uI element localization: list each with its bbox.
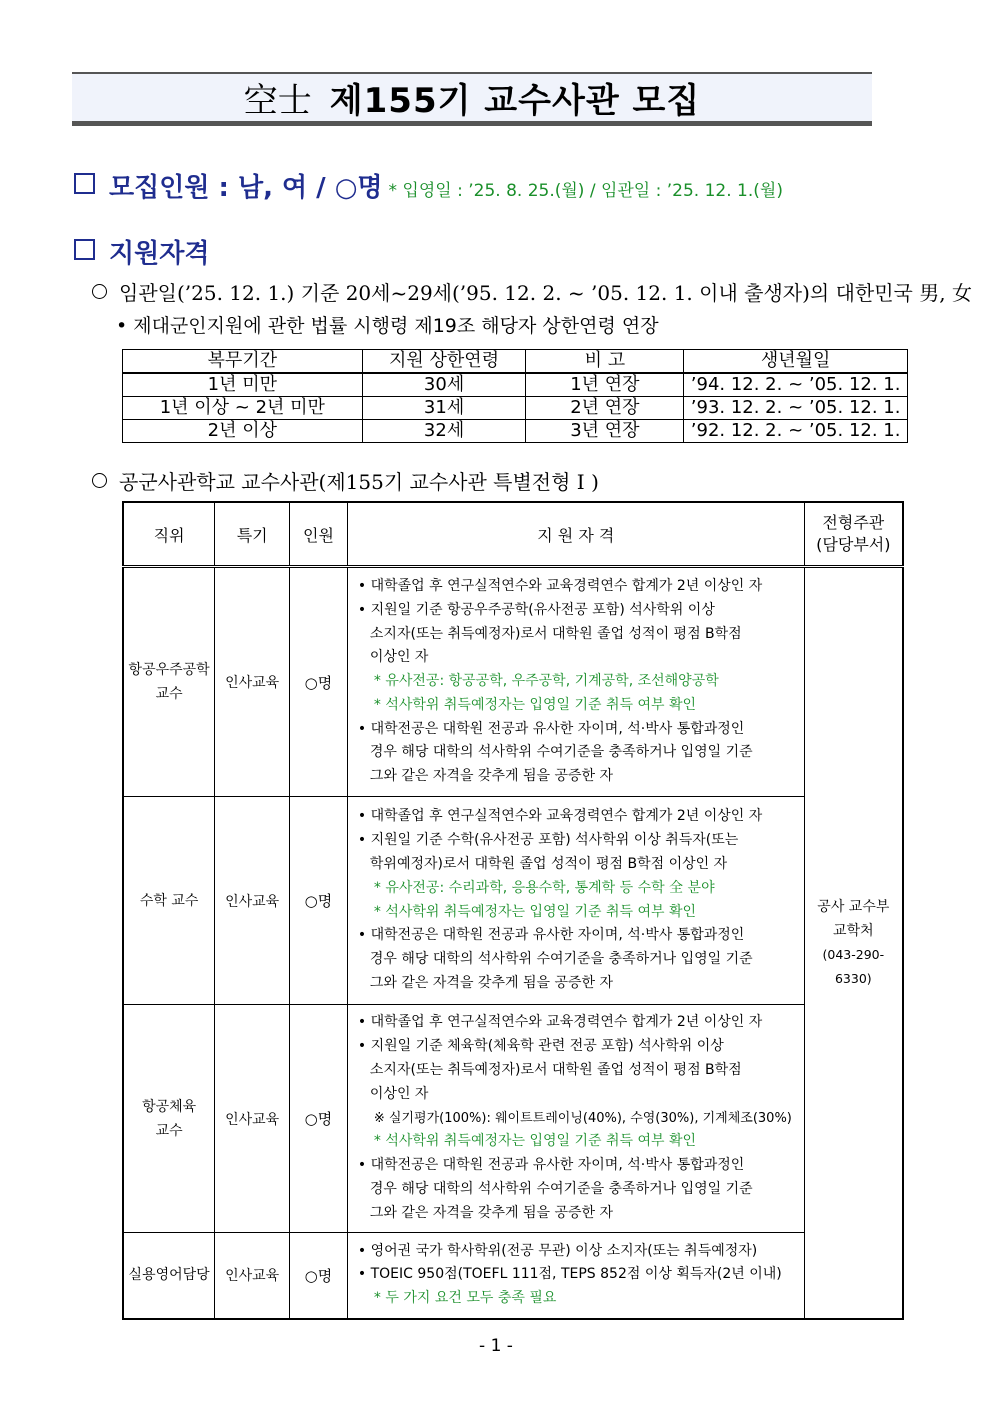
eligibility-section-heading [74, 233, 209, 270]
title-banner [72, 72, 872, 126]
qualification-item: • 대학졸업 후 연구실적연수와 교육경력연수 합계가 2년 이상인 자 [357, 577, 763, 594]
age-table-header: 비 고 [526, 350, 684, 374]
age-table-cell: 2년 이상 [123, 420, 363, 443]
qualifications-cell [347, 567, 804, 797]
position-table-header: 특기 [215, 502, 290, 567]
position-cell [123, 1005, 215, 1233]
qualification-item: 경우 해당 대학의 석사학위 수여기준을 충족하거나 입영일 기준 [369, 951, 753, 968]
eligibility-extension-line: • 제대군인지원에 관한 법률 시행령 제19조 해당자 상한연령 연장 [116, 315, 659, 337]
count-cell: ○명 [290, 567, 348, 797]
eligibility-heading-text: 지원자격 [109, 239, 210, 269]
qualification-item: 소지자(또는 취득예정자)로서 대학원 졸업 성적이 평점 B학점 [369, 625, 742, 642]
qualification-item: • 대학졸업 후 연구실적연수와 교육경력연수 합계가 2년 이상인 자 [357, 1014, 763, 1031]
academy-line [92, 466, 599, 495]
department-line: 교학처 [833, 922, 874, 939]
age-table-cell: ’93. 12. 2. ~ ’05. 12. 1. [684, 397, 908, 420]
position-name: 수학 교수 [139, 892, 199, 909]
table-row [123, 397, 908, 420]
qualification-item: 경우 해당 대학의 석사학위 수여기준을 충족하거나 입영일 기준 [369, 1180, 753, 1197]
age-table-cell: ’94. 12. 2. ~ ’05. 12. 1. [684, 373, 908, 397]
qualification-item: 그와 같은 자격을 갖추게 됨을 공증한 자 [369, 974, 613, 991]
age-table-cell: 32세 [362, 420, 526, 443]
qualification-item: 소지자(또는 취득예정자)로서 대학원 졸업 성적이 평점 B학점 [369, 1062, 742, 1078]
qualification-item: ※ 실기평가(100%): 웨이트트레이닝(40%), 수영(30%), 기계체조(30%) [373, 1110, 792, 1126]
qualification-item: • 대학졸업 후 연구실적연수와 교육경력연수 합계가 2년 이상인 자 [357, 808, 763, 825]
qualification-item: • TOEIC 950점(TOEFL 111점, TEPS 852점 이상 획득자(2년 이내) [357, 1266, 782, 1283]
age-table-cell: 1년 연장 [526, 373, 684, 397]
position-name: 교수 [155, 686, 183, 702]
specialty-cell: 인사교육 [215, 797, 290, 1005]
position-table-header: 직위 [123, 502, 215, 567]
age-table-cell: 1년 이상 ~ 2년 미만 [123, 397, 363, 420]
specialty-cell: 인사교육 [215, 1005, 290, 1233]
age-table-cell: 31세 [362, 397, 526, 420]
page-number: - 1 - [479, 1336, 513, 1356]
qualification-item: • 지원일 기준 수학(유사전공 포함) 석사학위 이상 취득자(또는 [357, 832, 739, 849]
qualification-note: * 석사학위 취득예정자는 입영일 기준 취득 여부 확인 [373, 1133, 697, 1150]
qualification-item: • 대학전공은 대학원 전공과 유사한 자이며, 석·박사 통합과정인 [357, 1157, 745, 1174]
position-name: 항공우주공학 [128, 662, 210, 678]
position-table-header: 전형주관 (담당부서) [804, 502, 903, 567]
age-table-header: 지원 상한연령 [362, 350, 526, 374]
qualifications-cell [347, 797, 804, 1005]
qualification-item: 그와 같은 자격을 갖추게 됨을 공증한 자 [369, 768, 613, 785]
age-limit-table [122, 349, 908, 443]
qualification-item: 이상인 자 [369, 649, 429, 666]
age-table-cell: 3년 연장 [526, 420, 684, 443]
department-cell [804, 567, 903, 1319]
position-table-header: 지 원 자 격 [347, 502, 804, 567]
position-cell [123, 567, 215, 797]
page-title: 제155기 교수사관 모집 [329, 81, 701, 121]
table-row [123, 797, 903, 1005]
table-row [123, 373, 908, 397]
position-table-header: 인원 [290, 502, 348, 567]
qualification-item: 이상인 자 [369, 1085, 429, 1102]
qualification-item: • 지원일 기준 체육학(체육학 관련 전공 포함) 석사학위 이상 [357, 1038, 724, 1055]
checkbox-square-icon [74, 173, 95, 194]
count-cell: ○명 [290, 1005, 348, 1233]
qualification-item: • 대학전공은 대학원 전공과 유사한 자이며, 석·박사 통합과정인 [357, 720, 745, 737]
academy-line-text: 공군사관학교 교수사관(제155기 교수사관 특별전형 I ) [119, 470, 599, 494]
qualification-item: • 대학전공은 대학원 전공과 유사한 자이며, 석·박사 통합과정인 [357, 927, 745, 944]
age-table-cell: 30세 [362, 373, 526, 397]
qualifications-cell [347, 1233, 804, 1319]
eligibility-age-text: 임관일(’25. 12. 1.) 기준 20세~29세(’95. 12. 2. ~ ’05. 12. 1. 이내 출생자)의 대한민국 男, 女 [119, 281, 972, 305]
qualification-item: • 지원일 기준 항공우주공학(유사전공 포함) 석사학위 이상 [357, 601, 715, 618]
qualification-note: * 유사전공: 수리과학, 응용수학, 통계학 등 수학 全 분야 [373, 879, 715, 896]
recruit-section-heading [74, 167, 783, 204]
age-table-header: 복무기간 [123, 350, 363, 374]
specialty-cell: 인사교육 [215, 1233, 290, 1319]
qualification-note: * 두 가지 요건 모두 충족 필요 [373, 1290, 557, 1307]
department-line: (043-290-6330) [822, 946, 885, 986]
count-cell: ○명 [290, 1233, 348, 1319]
specialty-cell: 인사교육 [215, 567, 290, 797]
table-row [123, 1233, 903, 1319]
qualification-item: 그와 같은 자격을 갖추게 됨을 공증한 자 [369, 1204, 613, 1221]
qualification-note: * 유사전공: 항공공학, 우주공학, 기계공학, 조선해양공학 [373, 673, 719, 690]
age-table-header: 생년월일 [684, 350, 908, 374]
position-cell [123, 1233, 215, 1319]
table-row [123, 567, 903, 797]
position-name: 교수 [155, 1122, 183, 1139]
qualification-note: * 석사학위 취득예정자는 입영일 기준 취득 여부 확인 [373, 903, 697, 920]
title-prefix: 空士 [243, 81, 312, 121]
age-table-cell: 1년 미만 [123, 373, 363, 397]
recruit-dates-note: * 입영일 : ’25. 8. 25.(월) / 임관일 : ’25. 12. 1.(월) [388, 181, 783, 201]
qualifications-cell [347, 1005, 804, 1233]
recruit-heading-text: 모집인원 : 남, 여 / ○명 [109, 173, 383, 203]
circle-bullet-icon [92, 473, 107, 488]
qualification-note: * 석사학위 취득예정자는 입영일 기준 취득 여부 확인 [373, 696, 697, 713]
age-table-cell: 2년 연장 [526, 397, 684, 420]
position-cell [123, 797, 215, 1005]
checkbox-square-icon [74, 239, 95, 260]
qualification-item: 학위예정자)로서 대학원 졸업 성적이 평점 B학점 이상인 자 [369, 855, 728, 872]
position-table [122, 501, 904, 1320]
circle-bullet-icon [92, 284, 107, 299]
table-row [123, 1005, 903, 1233]
count-cell: ○명 [290, 797, 348, 1005]
table-row [123, 420, 908, 443]
position-name: 항공체육 [142, 1098, 197, 1115]
qualification-item: 경우 해당 대학의 석사학위 수여기준을 충족하거나 입영일 기준 [369, 744, 753, 761]
department-line: 공사 교수부 [817, 898, 890, 915]
age-table-cell: ’92. 12. 2. ~ ’05. 12. 1. [684, 420, 908, 443]
position-name: 실용영어담당 [128, 1267, 210, 1284]
eligibility-age-line [92, 277, 972, 306]
qualification-item: • 영어권 국가 학사학위(전공 무관) 이상 소지자(또는 취득예정자) [357, 1242, 758, 1259]
